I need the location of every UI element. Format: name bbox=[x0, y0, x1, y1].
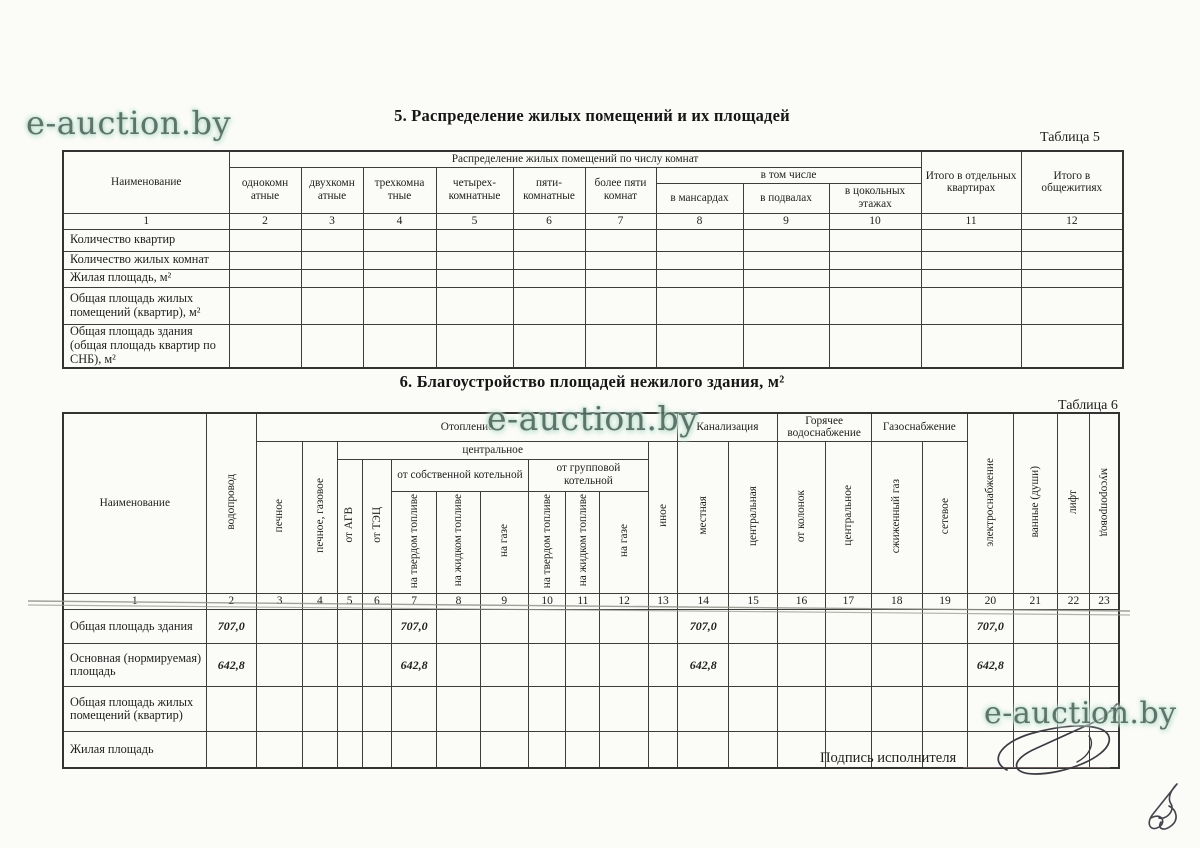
t6-gas-supply-header: Газоснабжение bbox=[871, 413, 968, 441]
t5-total-dorms-header: Итого в общежитиях bbox=[1021, 151, 1123, 213]
t5-num: 11 bbox=[921, 213, 1021, 229]
t6-value-cell: 707,0 bbox=[678, 610, 729, 644]
t6-num: 4 bbox=[303, 594, 337, 610]
t6-num: 14 bbox=[678, 594, 729, 610]
corner-scribble bbox=[1133, 780, 1191, 840]
t6-num: 5 bbox=[337, 594, 362, 610]
t6-hot-water-header: Горячее водоснабжение bbox=[777, 413, 871, 441]
t5-row-total-building-area bbox=[63, 324, 1123, 368]
t6-col-other: иное bbox=[648, 441, 677, 594]
t6-row-living-area bbox=[63, 732, 1119, 768]
t6-num: 6 bbox=[362, 594, 391, 610]
t5-col-attic: в мансардах bbox=[656, 183, 743, 213]
t6-num: 15 bbox=[729, 594, 777, 610]
table6-amenities bbox=[62, 412, 1120, 769]
t6-value-cell: 642,8 bbox=[968, 644, 1013, 687]
t6-value-cell: 642,8 bbox=[206, 644, 256, 687]
t5-num: 2 bbox=[229, 213, 301, 229]
t6-name-header: Наименование bbox=[63, 413, 206, 594]
signature-label: Подпись исполнителя bbox=[820, 750, 957, 766]
t5-row-label: Количество жилых комнат bbox=[63, 251, 229, 269]
t6-row-total-building-area bbox=[63, 610, 1119, 644]
watermark-bottom-right: e-auction.by bbox=[984, 696, 1177, 731]
t6-col-local-sewerage: местная bbox=[678, 441, 729, 594]
t6-row-label: Жилая площадь bbox=[63, 732, 206, 768]
signature-line bbox=[963, 751, 1110, 768]
t5-row-label: Жилая площадь, м² bbox=[63, 269, 229, 287]
t6-col-liquid-fuel-group: на жидком топливе bbox=[566, 491, 600, 594]
t6-num: 22 bbox=[1057, 594, 1089, 610]
t6-num: 11 bbox=[566, 594, 600, 610]
t5-num: 10 bbox=[829, 213, 921, 229]
t6-col-stove: печное bbox=[256, 441, 302, 594]
t6-row-label: Общая площадь жилых помещений (квартир) bbox=[63, 687, 206, 732]
t5-num: 12 bbox=[1021, 213, 1123, 229]
t5-row-total-apartment-area bbox=[63, 287, 1123, 324]
t6-num: 17 bbox=[826, 594, 871, 610]
t5-name-header: Наименование bbox=[63, 151, 229, 213]
t6-numbers-row bbox=[63, 594, 1119, 610]
section5-title: 5. Распределение жилых помещений и их площадей bbox=[394, 106, 790, 125]
t6-row-label: Основная (нормируемая) площадь bbox=[63, 644, 206, 687]
t5-col-five-room: пяти-комнатные bbox=[513, 167, 585, 213]
t6-num: 3 bbox=[256, 594, 302, 610]
t5-num: 3 bbox=[301, 213, 363, 229]
table5-label: Таблица 5 bbox=[1040, 130, 1100, 145]
t5-total-apartments-header: Итого в отдельных квартирах bbox=[921, 151, 1021, 213]
t5-num: 4 bbox=[363, 213, 436, 229]
t6-sewerage-header: Канализация bbox=[678, 413, 778, 441]
t6-col-electricity: электроснабжение bbox=[968, 413, 1013, 594]
t6-central-header: центральное bbox=[337, 441, 648, 459]
section6-title: 6. Благоустройство площадей нежилого здания, м² bbox=[399, 372, 785, 391]
t5-num: 9 bbox=[743, 213, 829, 229]
t6-heating-header: Отопление bbox=[256, 413, 677, 441]
t5-col-four-room: четырех-комнатные bbox=[436, 167, 513, 213]
t6-num: 19 bbox=[922, 594, 967, 610]
t5-col-two-room: двухкомн атные bbox=[301, 167, 363, 213]
t5-row-apartment-count bbox=[63, 229, 1123, 251]
t5-including-header: в том числе bbox=[656, 167, 921, 183]
t6-col-liquefied-gas: сжиженный газ bbox=[871, 441, 922, 594]
t6-col-stove-gas: печное, газовое bbox=[303, 441, 337, 594]
t6-col-gas-group: на газе bbox=[600, 491, 648, 594]
t6-num: 9 bbox=[480, 594, 528, 610]
t5-row-label: Общая площадь жилых помещений (квартир), м² bbox=[63, 287, 229, 324]
t6-col-baths: ванные (души) bbox=[1013, 413, 1057, 594]
t5-col-basement: в подвалах bbox=[743, 183, 829, 213]
t6-col-elevator: лифт bbox=[1057, 413, 1089, 594]
t6-num: 23 bbox=[1090, 594, 1119, 610]
t6-num: 7 bbox=[391, 594, 436, 610]
t6-num: 18 bbox=[871, 594, 922, 610]
t6-col-gas-own: на газе bbox=[480, 491, 528, 594]
t5-num: 5 bbox=[436, 213, 513, 229]
t5-row-label: Количество квартир bbox=[63, 229, 229, 251]
t6-col-liquid-fuel-own: на жидком топливе bbox=[437, 491, 480, 594]
t6-col-tec: от ТЭЦ bbox=[362, 459, 391, 594]
t6-num: 21 bbox=[1013, 594, 1057, 610]
t5-num: 1 bbox=[63, 213, 229, 229]
t6-col-from-columns: от колонок bbox=[777, 441, 825, 594]
t6-row-residential-total-area bbox=[63, 687, 1119, 732]
t5-numbers-row bbox=[63, 213, 1123, 229]
t6-num: 12 bbox=[600, 594, 648, 610]
t6-col-network-gas: сетевое bbox=[922, 441, 967, 594]
t6-num: 13 bbox=[648, 594, 677, 610]
t6-col-solid-fuel-group: на твердом топливе bbox=[528, 491, 565, 594]
t6-value-cell: 707,0 bbox=[968, 610, 1013, 644]
t6-value-cell: 707,0 bbox=[206, 610, 256, 644]
watermark-center: e-auction.by bbox=[487, 399, 699, 438]
t6-num: 20 bbox=[968, 594, 1013, 610]
t5-row-living-area bbox=[63, 269, 1123, 287]
t6-col-agv: от АГВ bbox=[337, 459, 362, 594]
t6-col-central-sewerage: центральная bbox=[729, 441, 777, 594]
t5-num: 8 bbox=[656, 213, 743, 229]
t6-col-central-hot-water: центральное bbox=[826, 441, 871, 594]
t5-row-label: Общая площадь здания (общая площадь квартир по СНБ), м² bbox=[63, 324, 229, 368]
t5-row-room-count bbox=[63, 251, 1123, 269]
t5-group-header: Распределение жилых помещений по числу комнат bbox=[229, 151, 921, 167]
table6-label: Таблица 6 bbox=[1058, 398, 1118, 413]
t5-num: 6 bbox=[513, 213, 585, 229]
t5-col-one-room: однокомн атные bbox=[229, 167, 301, 213]
t6-value-cell: 642,8 bbox=[391, 644, 436, 687]
t6-col-water-supply: водопровод bbox=[206, 413, 256, 594]
t5-col-three-room: трехкомна тные bbox=[363, 167, 436, 213]
watermark-top-left: e-auction.by bbox=[26, 104, 232, 142]
t6-col-garbage-chute: мусоропровод bbox=[1090, 413, 1119, 594]
t5-num: 7 bbox=[585, 213, 656, 229]
t6-group-boiler-header: от групповой котельной bbox=[528, 459, 648, 491]
t6-col-solid-fuel-own: на твердом топливе bbox=[391, 491, 436, 594]
table5-distribution bbox=[62, 150, 1124, 369]
t6-num: 10 bbox=[528, 594, 565, 610]
t6-num: 8 bbox=[437, 594, 480, 610]
t6-value-cell: 642,8 bbox=[678, 644, 729, 687]
t6-value-cell: 707,0 bbox=[391, 610, 436, 644]
t5-col-more-five: более пяти комнат bbox=[585, 167, 656, 213]
t6-own-boiler-header: от собственной котельной bbox=[391, 459, 528, 491]
t6-row-label: Общая площадь здания bbox=[63, 610, 206, 644]
t5-col-ground-floor: в цокольных этажах bbox=[829, 183, 921, 213]
t6-num: 1 bbox=[63, 594, 206, 610]
t6-num: 16 bbox=[777, 594, 825, 610]
t6-row-main-area bbox=[63, 644, 1119, 687]
t6-num: 2 bbox=[206, 594, 256, 610]
